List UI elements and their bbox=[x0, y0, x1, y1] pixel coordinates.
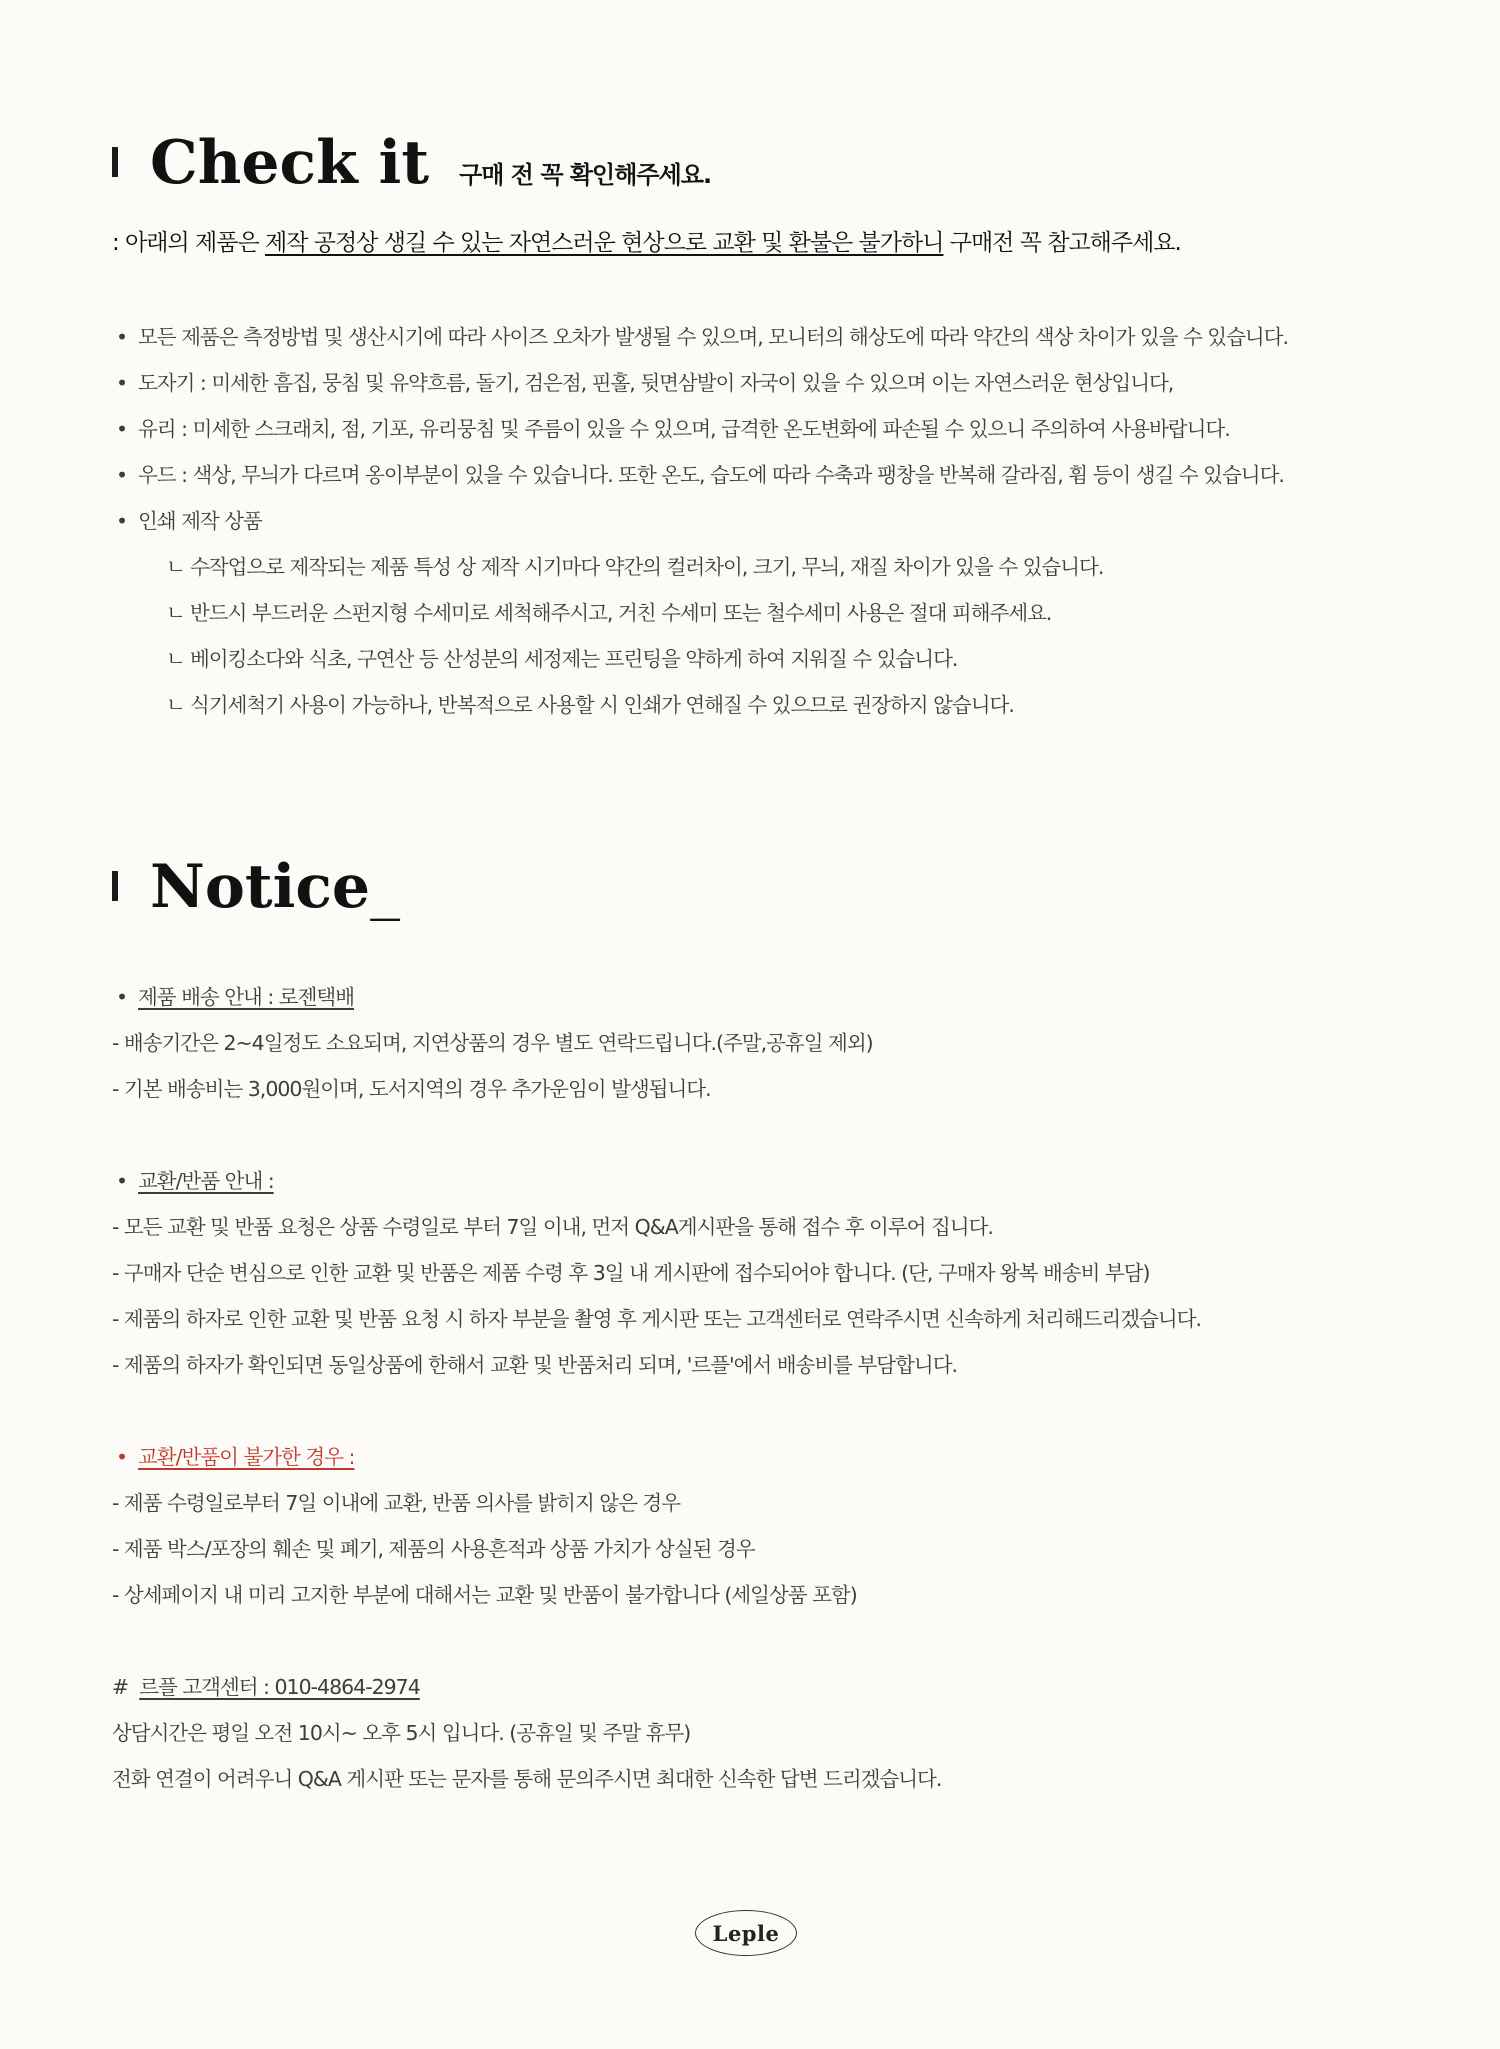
not-allowed-heading-text: 교환/반품이 불가한 경우 : bbox=[138, 1445, 355, 1469]
check-bullet: • 유리 : 미세한 스크래치, 점, 기포, 유리뭉침 및 주름이 있을 수 있으며, 급격한 온도변화에 파손될 수 있으니 주의하여 사용바랍니다. bbox=[116, 417, 1230, 441]
check-bullet-text: 인쇄 제작 상품 bbox=[138, 509, 262, 533]
contact-heading bbox=[112, 1670, 420, 1700]
exchange-line: - 구매자 단순 변심으로 인한 교환 및 반품은 제품 수령 후 3일 내 게시판에 접수되어야 합니다. (단, 구매자 왕복 배송비 부담) bbox=[112, 1261, 1150, 1285]
check-bullet: • 도자기 : 미세한 흠집, 뭉침 및 유약흐름, 돌기, 검은점, 핀홀, 뒷면삼발이 자국이 있을 수 있으며 이는 자연스러운 현상입니다, bbox=[116, 371, 1174, 395]
exchange-heading: • 교환/반품 안내 : bbox=[116, 1169, 274, 1193]
corner-icon: ㄴ bbox=[166, 555, 185, 579]
shipping-heading: • 제품 배송 안내 : 로젠택배 bbox=[116, 985, 355, 1009]
notice-title: Notice bbox=[150, 852, 371, 922]
corner-icon: ㄴ bbox=[166, 693, 185, 717]
check-bullet-text: 유리 : 미세한 스크래치, 점, 기포, 유리뭉침 및 주름이 있을 수 있으며, 급격한 온도변화에 파손될 수 있으니 주의하여 사용바랍니다. bbox=[138, 417, 1230, 441]
intro-prefix: : 아래의 제품은 bbox=[112, 230, 265, 256]
corner-icon: ㄴ bbox=[166, 601, 185, 625]
heading-bar bbox=[112, 871, 118, 901]
check-subtitle: 구매 전 꼭 확인해주세요. bbox=[459, 161, 712, 189]
corner-icon: ㄴ bbox=[166, 647, 185, 671]
print-item-text: 식기세척기 사용이 가능하나, 반복적으로 사용할 시 인쇄가 연해질 수 있으므로 권장하지 않습니다. bbox=[190, 693, 1014, 717]
leple-logo: Leple bbox=[695, 1910, 797, 1956]
shipping-line: - 배송기간은 2~4일정도 소요되며, 지연상품의 경우 별도 연락드립니다.(주말,공휴일 제외) bbox=[112, 1031, 873, 1055]
print-item-text: 베이킹소다와 식초, 구연산 등 산성분의 세정제는 프린팅을 약하게 하여 지워질 수 있습니다. bbox=[190, 647, 958, 671]
not-allowed-line: - 상세페이지 내 미리 고지한 부분에 대해서는 교환 및 반품이 불가합니다 (세일상품 포함) bbox=[112, 1583, 857, 1607]
shipping-line: - 기본 배송비는 3,000원이며, 도서지역의 경우 추가운임이 발생됩니다. bbox=[112, 1077, 711, 1101]
check-intro bbox=[112, 224, 1181, 257]
print-item bbox=[166, 642, 957, 672]
print-item bbox=[166, 688, 1014, 718]
intro-underlined: 제작 공정상 생길 수 있는 자연스러운 현상으로 교환 및 환불은 불가하니 bbox=[265, 230, 944, 256]
check-header bbox=[112, 128, 711, 198]
check-bullet: • 우드 : 색상, 무늬가 다르며 옹이부분이 있을 수 있습니다. 또한 온도, 습도에 따라 수축과 팽창을 반복해 갈라짐, 휨 등이 생길 수 있습니다. bbox=[116, 463, 1284, 487]
heading-bar bbox=[112, 147, 118, 177]
hash-icon: # bbox=[112, 1675, 129, 1699]
not-allowed-line: - 제품 수령일로부터 7일 이내에 교환, 반품 의사를 밝히지 않은 경우 bbox=[112, 1491, 680, 1515]
check-bullet-text: 우드 : 색상, 무늬가 다르며 옹이부분이 있을 수 있습니다. 또한 온도, 습도에 따라 수축과 팽창을 반복해 갈라짐, 휨 등이 생길 수 있습니다. bbox=[138, 463, 1284, 487]
exchange-line: - 모든 교환 및 반품 요청은 상품 수령일로 부터 7일 이내, 먼저 Q&A게시판을 통해 접수 후 이루어 집니다. bbox=[112, 1215, 993, 1239]
intro-suffix: 구매전 꼭 참고해주세요. bbox=[943, 230, 1181, 256]
contact-line: 전화 연결이 어려우니 Q&A 게시판 또는 문자를 통해 문의주시면 최대한 신속한 답변 드리겠습니다. bbox=[112, 1767, 942, 1791]
exchange-line: - 제품의 하자로 인한 교환 및 반품 요청 시 하자 부분을 촬영 후 게시판 또는 고객센터로 연락주시면 신속하게 처리해드리겠습니다. bbox=[112, 1307, 1201, 1331]
check-bullet-text: 도자기 : 미세한 흠집, 뭉침 및 유약흐름, 돌기, 검은점, 핀홀, 뒷면삼발이 자국이 있을 수 있으며 이는 자연스러운 현상입니다, bbox=[138, 371, 1174, 395]
notice-cursor: _ bbox=[370, 852, 401, 922]
check-bullet-text: 모든 제품은 측정방법 및 생산시기에 따라 사이즈 오차가 발생될 수 있으며, 모니터의 해상도에 따라 약간의 색상 차이가 있을 수 있습니다. bbox=[138, 325, 1289, 349]
exchange-heading-text: 교환/반품 안내 : bbox=[138, 1169, 274, 1193]
check-bullet: • 모든 제품은 측정방법 및 생산시기에 따라 사이즈 오차가 발생될 수 있으며, 모니터의 해상도에 따라 약간의 색상 차이가 있을 수 있습니다. bbox=[116, 325, 1289, 349]
check-title: Check it bbox=[150, 128, 430, 198]
check-bullet: • 인쇄 제작 상품 bbox=[116, 509, 262, 533]
print-item-text: 반드시 부드러운 스펀지형 수세미로 세척해주시고, 거친 수세미 또는 철수세미 사용은 절대 피해주세요. bbox=[190, 601, 1052, 625]
shipping-heading-text: 제품 배송 안내 : 로젠택배 bbox=[138, 985, 355, 1009]
contact-line: 상담시간은 평일 오전 10시~ 오후 5시 입니다. (공휴일 및 주말 휴무) bbox=[112, 1721, 691, 1745]
contact-heading-text: 르플 고객센터 : 010-4864-2974 bbox=[139, 1675, 420, 1699]
print-item-text: 수작업으로 제작되는 제품 특성 상 제작 시기마다 약간의 컬러차이, 크기, 무늬, 재질 차이가 있을 수 있습니다. bbox=[190, 555, 1104, 579]
not-allowed-line: - 제품 박스/포장의 훼손 및 폐기, 제품의 사용흔적과 상품 가치가 상실된 경우 bbox=[112, 1537, 755, 1561]
not-allowed-heading: • 교환/반품이 불가한 경우 : bbox=[116, 1445, 355, 1469]
exchange-line: - 제품의 하자가 확인되면 동일상품에 한해서 교환 및 반품처리 되며, '르플'에서 배송비를 부담합니다. bbox=[112, 1353, 958, 1377]
notice-header bbox=[112, 852, 400, 922]
print-item bbox=[166, 550, 1103, 580]
print-item bbox=[166, 596, 1051, 626]
